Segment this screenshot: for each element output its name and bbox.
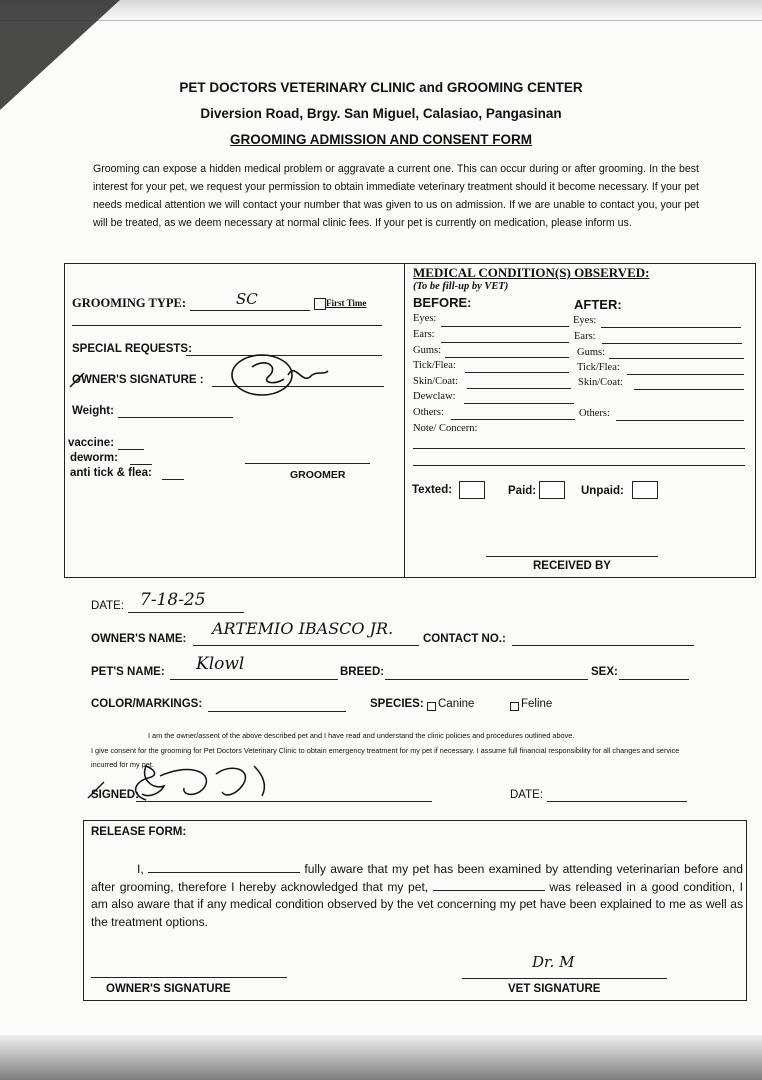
consent-date-label: DATE: [510, 789, 544, 801]
release-paragraph [91, 861, 743, 931]
canine-label: Canine [438, 698, 475, 710]
before-eyes-label: Eyes: [413, 313, 437, 324]
before-others-line[interactable] [451, 419, 575, 420]
before-dewclaw-label: Dewclaw: [413, 391, 456, 402]
before-skincoat-label: Skin/Coat: [413, 376, 458, 387]
contact-label: CONTACT NO.: [423, 633, 506, 645]
date-label: DATE: [91, 600, 125, 612]
medical-condition-title: MEDICAL CONDITION(S) OBSERVED: [413, 265, 650, 280]
release-owner-name-blank[interactable] [148, 862, 300, 873]
color-markings-line[interactable] [208, 711, 346, 712]
before-ears-label: Ears: [413, 329, 435, 340]
consent-text-line1: I am the owner/assent of the above described pet and I have read and understand the clinic policies and procedures outlined above. [148, 731, 575, 740]
date-value: 7-18-25 [140, 590, 206, 610]
feline-checkbox[interactable] [510, 702, 519, 711]
weight-line[interactable] [118, 417, 233, 418]
before-tickflea-line[interactable] [465, 372, 569, 373]
after-ears-line[interactable] [602, 343, 742, 344]
note-line-1[interactable] [413, 448, 745, 449]
paid-checkbox[interactable] [539, 481, 565, 499]
special-requests-label: SPECIAL REQUESTS: [72, 343, 192, 355]
before-label: BEFORE: [413, 295, 472, 310]
after-eyes-line[interactable] [601, 327, 741, 328]
owner-name-value: ARTEMIO IBASCO JR. [212, 619, 394, 638]
release-pet-name-blank[interactable] [433, 880, 545, 891]
unpaid-label: Unpaid: [581, 485, 624, 497]
groomer-signature-line[interactable] [245, 463, 370, 464]
pet-name-line[interactable] [170, 679, 338, 680]
breed-line[interactable] [385, 679, 588, 680]
contact-line[interactable] [512, 645, 694, 646]
paid-label: Paid: [508, 485, 537, 497]
after-skincoat-line[interactable] [634, 389, 744, 390]
clinic-address: Diversion Road, Brgy. San Miguel, Calasiao, Pangasinan [200, 106, 562, 121]
release-owner-signature-label: OWNER'S SIGNATURE [106, 983, 231, 995]
panel-divider [404, 263, 405, 578]
release-text-a: I, [137, 862, 144, 876]
after-gums-label: Gums: [577, 347, 606, 358]
unpaid-checkbox[interactable] [632, 481, 658, 499]
groomer-label: GROOMER [290, 469, 346, 481]
owner-name-label: OWNER'S NAME: [91, 633, 187, 645]
owner-signature-label: OWNER'S SIGNATURE : [72, 374, 204, 386]
before-tickflea-label: Tick/Flea: [413, 360, 456, 371]
after-others-line[interactable] [616, 420, 744, 421]
deworm-label: deworm: [70, 452, 118, 464]
note-line-2[interactable] [413, 465, 745, 466]
after-ears-label: Ears: [574, 331, 596, 342]
received-by-label: RECEIVED BY [533, 560, 611, 572]
after-others-label: Others: [579, 408, 610, 419]
date-line[interactable] [128, 612, 244, 613]
texted-checkbox[interactable] [459, 481, 485, 499]
owner-name-line[interactable] [193, 645, 419, 646]
before-others-label: Others: [413, 407, 444, 418]
anti-tick-line[interactable] [162, 479, 184, 480]
after-skincoat-label: Skin/Coat: [578, 377, 623, 388]
before-dewclaw-line[interactable] [464, 403, 574, 404]
canine-checkbox[interactable] [427, 702, 436, 711]
pet-name-label: PET'S NAME: [91, 666, 165, 678]
vet-signature-line[interactable] [462, 978, 667, 979]
grooming-type-value: SC [236, 290, 258, 308]
texted-label: Texted: [412, 484, 453, 496]
signed-label: SIGNED: [91, 789, 139, 801]
release-owner-signature-line[interactable] [91, 977, 287, 978]
after-eyes-label: Eyes: [573, 315, 597, 326]
vaccine-line[interactable] [118, 449, 144, 450]
color-markings-label: COLOR/MARKINGS: [91, 698, 203, 710]
before-gums-line[interactable] [445, 357, 569, 358]
grooming-type-line[interactable] [190, 310, 310, 311]
scan-bottom-shadow [0, 1035, 762, 1080]
pet-name-value: Klowl [196, 654, 245, 674]
clinic-name: PET DOCTORS VETERINARY CLINIC and GROOMING CENTER [179, 80, 583, 95]
before-eyes-line[interactable] [441, 326, 569, 327]
weight-label: Weight: [72, 405, 114, 417]
before-gums-label: Gums: [413, 345, 442, 356]
anti-tick-label: anti tick & flea: [70, 467, 152, 479]
first-time-label: First Time [326, 298, 367, 308]
feline-label: Feline [521, 698, 553, 710]
first-time-checkbox[interactable] [314, 298, 326, 310]
vaccine-label: vaccine: [68, 437, 115, 449]
deworm-line[interactable] [130, 464, 152, 465]
note-concern-label: Note/ Concern: [413, 423, 478, 434]
after-label: AFTER: [574, 297, 622, 312]
before-skincoat-line[interactable] [467, 388, 571, 389]
form-title: GROOMING ADMISSION AND CONSENT FORM [230, 132, 532, 147]
release-form-title: RELEASE FORM: [91, 826, 187, 838]
consent-text: I give consent for the grooming for Pet Doctors Veterinary Clinic to obtain emergency treatment for my pet if necessary. I assume full financial responsibility for all changes and service incurred for my pet. [91, 746, 680, 769]
grooming-type-label: GROOMING TYPE: [72, 296, 187, 310]
consent-date-line[interactable] [547, 801, 687, 802]
vet-signature-value: Dr. M [532, 953, 575, 971]
after-gums-line[interactable] [609, 358, 744, 359]
medical-condition-subtitle: (To be fill-up by VET) [413, 281, 509, 292]
sex-label: SEX: [591, 666, 618, 678]
species-label: SPECIES: [370, 698, 424, 710]
grooming-extra-line[interactable] [72, 325, 382, 326]
vet-signature-label: VET SIGNATURE [508, 983, 601, 995]
breed-label: BREED: [340, 666, 385, 678]
received-by-line[interactable] [486, 556, 658, 557]
consent-signature-scribble [86, 760, 306, 810]
owner-signature-scribble [66, 345, 346, 400]
release-text-b: fully aware that my pet has been examined by attending veterinarian before and after grooming, therefore I hereby acknowledged that my pet, [91, 862, 743, 894]
release-text-c: was released in a good condition, I am also aware that if any medical condition observed by the vet concerning my pet have been explained to me as well as the treatment options. [91, 879, 743, 929]
sex-line[interactable] [619, 679, 689, 680]
after-tickflea-line[interactable] [627, 374, 744, 375]
after-tickflea-label: Tick/Flea: [577, 362, 620, 373]
intro-paragraph: Grooming can expose a hidden medical problem or aggravate a current one. This can occur during or after grooming. In the best interest for your pet, we request your permission to obtain immediate veterinary treatment should it become necessary. If your pet needs medical attention we will contact your number that was given to us on admission. If we are unable to contact you, your pet will be treated, as we deem necessary at normal clinic fees. If your pet is currently on medication, please inform us. [93, 163, 699, 229]
before-ears-line[interactable] [441, 342, 569, 343]
